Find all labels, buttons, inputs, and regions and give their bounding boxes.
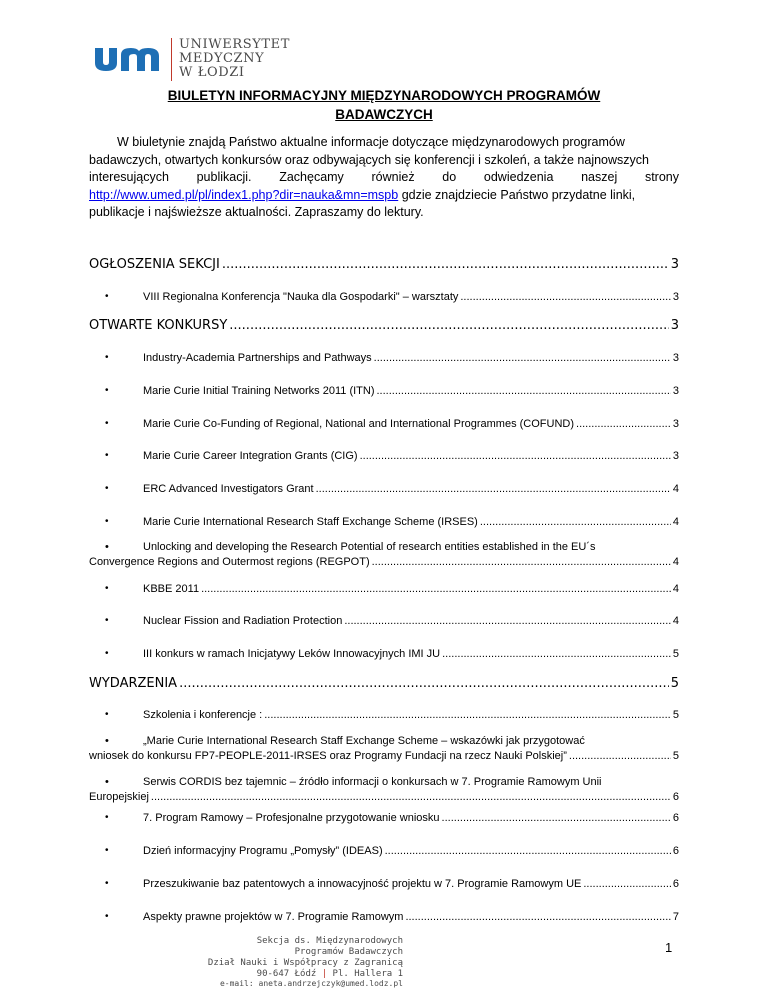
toc-item-label-line-1: „Marie Curie International Research Staff Exchange Scheme – wskazówki jak przygotować [143,735,585,747]
toc-leader [480,516,671,528]
bullet-icon: • [105,648,109,659]
intro-line-3: interesujących publikacji. Zachęcamy również do odwiedzenia naszej strony [89,170,679,184]
toc-page: 5 [672,750,679,762]
intro-line-5: publikacje i najświeższe aktualności. Zapraszamy do lektury. [89,205,424,219]
toc-leader [372,556,671,568]
toc-leader [460,291,671,303]
logo-line-2: MEDYCZNY [179,51,265,66]
toc-item[interactable] [89,648,679,660]
toc-page: 3 [672,450,679,462]
toc-item-label: Przeszukiwanie baz patentowych a innowacyjność projektu w 7. Programie Ramowym UE [143,878,582,890]
toc-item[interactable] [89,291,679,303]
bulletin-link[interactable]: http://www.umed.pl/pl/index1.php?dir=nauka&mn=mspb [89,187,399,202]
toc-leader [344,615,671,627]
toc-page: 6 [672,878,679,890]
bullet-icon: • [105,776,109,788]
toc-item[interactable] [89,385,679,397]
title-line-2: BADAWCZYCH [335,107,433,122]
toc-page: 4 [672,483,679,495]
bullet-icon: • [105,845,109,856]
toc-item-label: 7. Program Ramowy – Profesjonalne przygotowanie wniosku [143,812,440,824]
toc-item-label: Marie Curie Co-Funding of Regional, National and International Programmes (COFUND) [143,418,575,430]
toc-item-label: ERC Advanced Investigators Grant [143,483,314,495]
toc-page: 4 [672,556,679,568]
footer-contact-block [140,947,403,958]
toc-leader [442,812,671,824]
toc-item[interactable] [89,583,679,595]
toc-item[interactable] [89,709,679,721]
bullet-icon: • [105,583,109,594]
toc-item-label: Marie Curie Career Integration Grants (CIG) [143,450,358,462]
toc-page: 3 [672,291,679,303]
logo-line-3: W ŁODZI [179,65,245,80]
footer-contact [140,936,403,947]
toc-leader [576,418,671,430]
toc-page: 3 [672,385,679,397]
toc-page: 3 [672,418,679,430]
toc-item[interactable] [89,735,679,762]
toc-leader [360,450,671,462]
toc-item-label: Dzień informacyjny Programu „Pomysły” (IDEAS) [143,845,383,857]
toc-item[interactable] [89,911,679,923]
bullet-icon: • [105,483,109,494]
logo-line-1: UNIWERSYTET [179,37,291,52]
toc-item[interactable] [89,878,679,890]
footer-contact-block-2 [140,958,403,969]
toc-page: 4 [672,583,679,595]
toc-item-label-line-2: Convergence Regions and Outermost regions (REGPOT) [89,556,370,568]
toc-item-label: III konkurs w ramach Inicjatywy Leków Innowacyjnych IMI JU [143,648,441,660]
um-logo-mark [93,46,169,72]
toc-item[interactable] [89,812,679,824]
bullet-icon: • [105,911,109,922]
intro-line-4-rest: gdzie znajdziecie Państwo przydatne linki, [398,187,636,202]
toc-page: 6 [672,791,679,803]
toc-leader [151,791,671,803]
intro-paragraph [89,134,679,222]
toc-page: 4 [672,516,679,528]
toc-leader [569,750,671,762]
toc-leader [316,483,671,495]
toc-page: 3 [672,352,679,364]
toc-item-label-line-1: Serwis CORDIS bez tajemnic – źródło informacji o konkursach w 7. Programie Ramowym Unii [143,776,602,788]
bullet-icon: • [105,385,109,396]
toc-page: 3 [670,318,679,333]
toc-leader [229,318,668,333]
toc-page: 6 [672,845,679,857]
toc-item[interactable] [89,516,679,528]
toc-item-label: Marie Curie International Research Staff Exchange Scheme (IRSES) [143,516,478,528]
toc-page: 5 [670,676,679,691]
toc-section-title: WYDARZENIA [89,676,178,691]
footer-line-4b: Pl. Hallera 1 [332,969,403,979]
toc-item[interactable] [89,352,679,364]
toc-section-title: OGŁOSZENIA SEKCJI [89,257,220,272]
toc-section-ogloszenia[interactable] [89,257,679,272]
toc-leader [405,911,670,923]
logo-wordmark [179,38,290,80]
document-title [0,86,768,124]
toc-leader [376,385,670,397]
toc-item[interactable] [89,845,679,857]
toc-item-label-line-2: Europejskiej [89,791,149,803]
toc-item[interactable] [89,615,679,627]
toc-leader [374,352,671,364]
bullet-icon: • [105,878,109,889]
toc-item[interactable] [89,418,679,430]
footer-line-1: Sekcja ds. Międzynarodowych [256,936,403,946]
toc-leader [201,583,671,595]
bullet-icon: • [105,450,109,461]
footer-separator: | [321,969,328,979]
toc-page: 7 [672,911,679,923]
toc-leader [385,845,671,857]
toc-item-label: Szkolenia i konferencje : [143,709,263,721]
toc-item-label: VIII Regionalna Konferencja "Nauka dla Gospodarki" – warsztaty [143,291,459,303]
footer-line-5: e-mail: aneta.andrzejczyk@umed.lodz.pl [219,979,403,988]
toc-leader [583,878,671,890]
toc-page: 6 [672,812,679,824]
toc-item[interactable] [89,776,679,803]
toc-section-konkursy[interactable] [89,318,679,333]
bullet-icon: • [105,709,109,720]
toc-leader [264,709,671,721]
toc-leader [442,648,671,660]
footer-line-4a: 90-647 Łódź [256,969,317,979]
toc-item[interactable] [89,541,679,568]
toc-page: 5 [672,709,679,721]
toc-item-label-line-1: Unlocking and developing the Research Potential of research entities established in the EU´s [143,541,596,553]
toc-item-label: Nuclear Fission and Radiation Protection [143,615,343,627]
toc-item-label: KBBE 2011 [143,583,200,595]
intro-line-2: badawczych, otwartych konkursów oraz odbywających się konferencji i szkoleń, a także najnowszych [89,152,649,167]
bullet-icon: • [105,352,109,363]
toc-page: 5 [672,648,679,660]
bullet-icon: • [105,291,109,302]
bullet-icon: • [105,418,109,429]
toc-leader [179,676,669,691]
bullet-icon: • [105,516,109,527]
toc-page: 3 [670,257,679,272]
toc-item-label-line-2: wniosek do konkursu FP7-PEOPLE-2011-IRSES oraz Programy Fundacji na rzecz Nauki Polskiej” [89,750,567,762]
toc-item-label: Marie Curie Initial Training Networks 2011 (ITN) [143,385,375,397]
toc-item[interactable] [89,483,679,495]
toc-item-label: Industry-Academia Partnerships and Pathways [143,352,372,364]
intro-line-1: W biuletynie znajdą Państwo aktualne informacje dotyczące międzynarodowych programów [117,135,625,149]
logo-divider [171,38,172,81]
bullet-icon: • [105,541,109,553]
toc-section-wydarzenia[interactable] [89,676,679,691]
toc-section-title: OTWARTE KONKURSY [89,318,228,333]
bullet-icon: • [105,812,109,823]
footer-line-2: Programów Badawczych [294,947,403,957]
bullet-icon: • [105,615,109,626]
toc-item-label: Aspekty prawne projektów w 7. Programie Ramowym [143,911,404,923]
toc-page: 4 [672,615,679,627]
toc-leader [222,257,669,272]
footer-contact-block-4 [140,980,403,988]
toc-item[interactable] [89,450,679,462]
page-number: 1 [665,940,673,955]
title-line-1: BIULETYN INFORMACYJNY MIĘDZYNARODOWYCH PROGRAMÓW [167,88,601,103]
bullet-icon: • [105,735,109,747]
footer-line-3: Dział Nauki i Współpracy z Zagranicą [207,958,403,968]
